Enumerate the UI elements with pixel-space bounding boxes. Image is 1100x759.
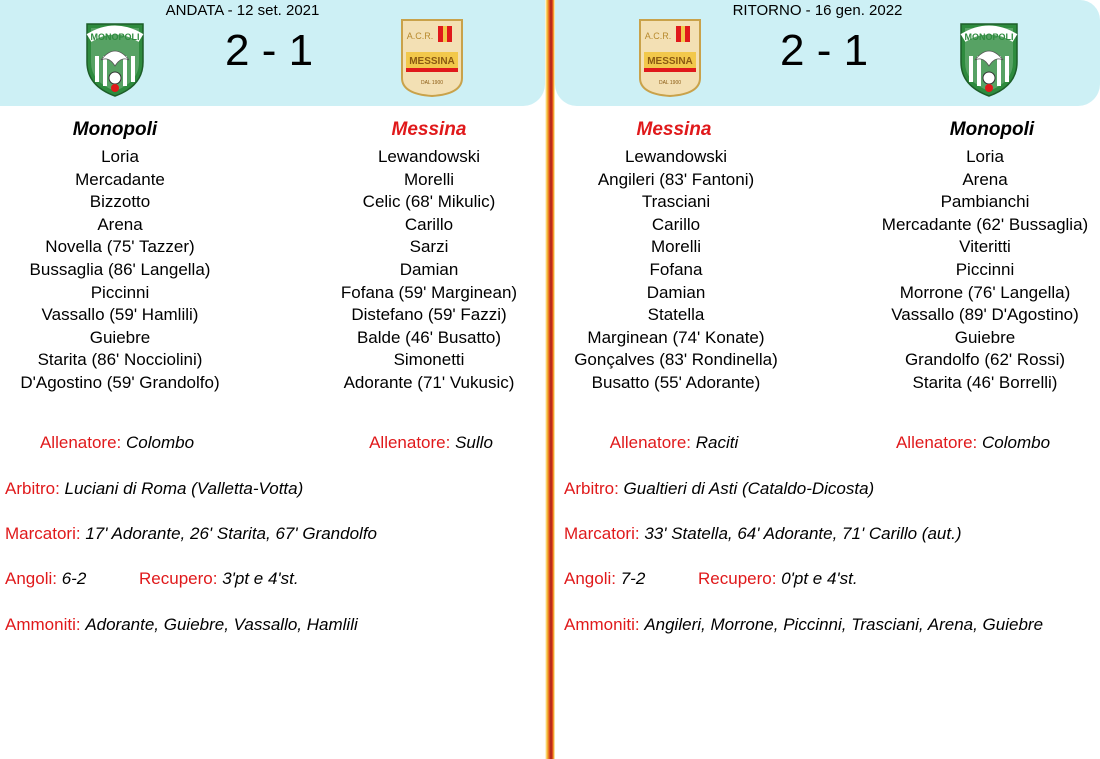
player: Vassallo (89' D'Agostino) [891, 305, 1079, 325]
andata-home-team-name: Monopoli [72, 119, 158, 140]
player: Bussaglia (86' Langella) [29, 259, 211, 279]
svg-text:MESSINA: MESSINA [647, 56, 693, 67]
player: Mercadante [75, 169, 165, 189]
monopoli-crest-icon [955, 18, 1023, 98]
player: Morelli [403, 169, 455, 189]
ritorno-away-lineup [860, 146, 1100, 395]
ritorno-score: 2 - 1 [780, 26, 869, 75]
andata-away-coach: Allenatore: Sullo [369, 433, 493, 452]
player: Mercadante (62' Bussaglia) [881, 214, 1089, 234]
player: Marginean (74' Konate) [587, 327, 765, 347]
player: Carillo [651, 214, 701, 234]
player: Bizzotto [89, 192, 151, 212]
player: Busatto (55' Adorante) [591, 372, 761, 392]
player: Morelli [650, 237, 702, 257]
ritorno-angoli: Angoli: 7-2 Recupero: 0'pt e 4'st. [564, 569, 858, 588]
player: Loria [966, 147, 1004, 166]
monopoli-logo-text: MONOPOLI [90, 32, 140, 42]
andata-away-lineup [304, 146, 554, 395]
messina-crest-icon [636, 18, 704, 98]
svg-text:A.C.R.: A.C.R. [644, 31, 672, 41]
player: Simonetti [393, 350, 465, 370]
svg-text:MESSINA: MESSINA [409, 56, 455, 67]
ritorno-away-coach: Allenatore: Colombo [895, 433, 1051, 452]
player: Viteritti [959, 237, 1011, 257]
player: Vassallo (59' Hamlili) [41, 305, 199, 325]
player: Piccinni [955, 259, 1015, 279]
andata-marcatori: Marcatori: 17' Adorante, 26' Starita, 67' Grandolfo [5, 524, 377, 543]
player: Distefano (59' Fazzi) [351, 305, 507, 325]
ritorno-ammoniti: Ammoniti: Angileri, Morrone, Piccinni, Trasciani, Arena, Guiebre [564, 615, 1044, 634]
ritorno-marcatori: Marcatori: 33' Statella, 64' Adorante, 71' Carillo (aut.) [564, 524, 962, 543]
player: Guiebre [954, 327, 1016, 347]
player: Arena [97, 214, 143, 234]
player: Damian [646, 282, 706, 302]
andata-away-team-name: Messina [391, 119, 467, 140]
player: Adorante (71' Vukusic) [343, 372, 515, 392]
ritorno-arbitro: Arbitro: Gualtieri di Asti (Cataldo-Dicosta) [564, 479, 875, 498]
player: Lewandowski [624, 147, 728, 166]
ritorno-home-coach: Allenatore: Raciti [609, 433, 739, 452]
andata-date: ANDATA - 12 set. 2021 [165, 2, 320, 19]
andata-ammoniti: Ammoniti: Adorante, Guiebre, Vassallo, Hamlili [5, 615, 358, 634]
player: Starita (86' Nocciolini) [37, 350, 203, 370]
ritorno-away-team-name: Monopoli [949, 119, 1035, 140]
player: Pambianchi [940, 192, 1030, 212]
ritorno-home-team-name: Messina [636, 119, 712, 140]
player: Grandolfo (62' Rossi) [904, 350, 1066, 370]
player: Statella [647, 305, 705, 325]
player: Novella (75' Tazzer) [45, 237, 195, 257]
player: Piccinni [90, 282, 150, 302]
player: Arena [962, 169, 1008, 189]
andata-panel [0, 0, 545, 759]
player: Damian [399, 259, 459, 279]
player: Angileri (83' Fantoni) [597, 169, 755, 189]
player: Fofana [649, 259, 703, 279]
svg-text:MONOPOLI: MONOPOLI [964, 32, 1014, 42]
andata-header [0, 0, 545, 106]
ritorno-panel [555, 0, 1100, 759]
player: Sarzi [409, 237, 449, 257]
player: Balde (46' Busatto) [356, 327, 502, 347]
andata-home-coach: Allenatore: Colombo [39, 433, 195, 452]
player: Morrone (76' Langella) [899, 282, 1071, 302]
messina-crest-icon [398, 18, 466, 98]
ritorno-home-lineup [551, 146, 801, 395]
svg-text:DAL 1900: DAL 1900 [658, 80, 682, 86]
andata-arbitro: Arbitro: Luciani di Roma (Valletta-Votta) [5, 479, 304, 498]
player: Guiebre [89, 327, 151, 347]
ritorno-date: RITORNO - 16 gen. 2022 [732, 2, 903, 19]
andata-score: 2 - 1 [225, 26, 314, 75]
player: D'Agostino (59' Grandolfo) [20, 372, 220, 392]
player: Gonçalves (83' Rondinella) [574, 350, 778, 370]
player: Celic (68' Mikulic) [362, 192, 496, 212]
player: Lewandowski [377, 147, 481, 166]
ritorno-header [555, 0, 1100, 106]
player: Carillo [404, 214, 454, 234]
andata-angoli: Angoli: 6-2 Recupero: 3'pt e 4'st. [5, 569, 299, 588]
andata-home-lineup [0, 146, 245, 395]
player: Starita (46' Borrelli) [912, 372, 1058, 392]
monopoli-crest-icon [81, 18, 149, 98]
svg-text:DAL 1900: DAL 1900 [420, 80, 444, 86]
player: Fofana (59' Marginean) [340, 282, 518, 302]
svg-text:A.C.R.: A.C.R. [406, 31, 434, 41]
player: Loria [101, 147, 139, 166]
player: Trasciani [641, 192, 711, 212]
